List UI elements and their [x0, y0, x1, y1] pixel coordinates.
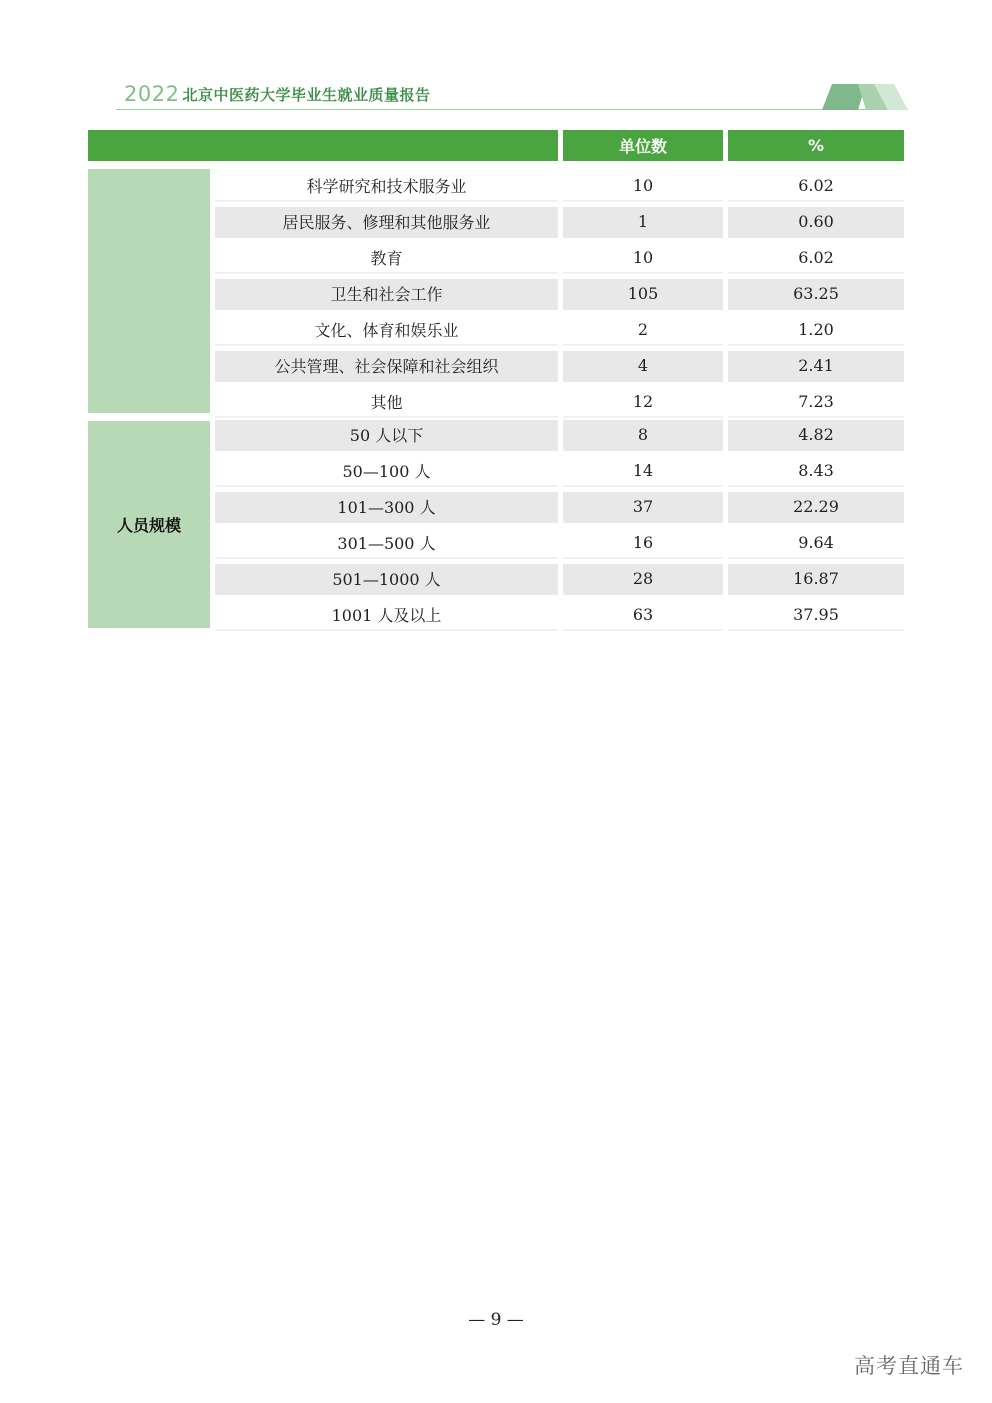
table-row	[88, 241, 904, 277]
row-name: 1001 人及以上	[215, 600, 558, 631]
table-row	[88, 562, 904, 598]
row-percent: 6.02	[728, 243, 904, 274]
row-name: 教育	[215, 243, 558, 274]
table-row	[88, 598, 904, 634]
report-title-text: 北京中医药大学毕业生就业质量报告	[182, 86, 431, 104]
row-name: 居民服务、修理和其他服务业	[215, 207, 558, 238]
row-count: 16	[563, 528, 723, 559]
row-count: 10	[563, 171, 723, 202]
report-title	[124, 82, 430, 106]
row-count: 8	[563, 420, 723, 451]
header-count: 单位数	[563, 130, 723, 161]
row-name: 文化、体育和娱乐业	[215, 315, 558, 346]
row-name: 卫生和社会工作	[215, 279, 558, 310]
row-percent: 7.23	[728, 387, 904, 418]
table-row	[88, 526, 904, 562]
row-name: 50—100 人	[215, 456, 558, 487]
row-count: 37	[563, 492, 723, 523]
header-decoration-icon	[818, 84, 908, 110]
row-name: 101—300 人	[215, 492, 558, 523]
row-percent: 63.25	[728, 279, 904, 310]
table-row	[88, 205, 904, 241]
page-header	[116, 78, 908, 112]
row-percent: 1.20	[728, 315, 904, 346]
header-divider	[116, 109, 908, 110]
row-percent: 0.60	[728, 207, 904, 238]
row-count: 105	[563, 279, 723, 310]
table-section-industry	[88, 169, 904, 413]
row-count: 28	[563, 564, 723, 595]
row-percent: 37.95	[728, 600, 904, 631]
header-percent: %	[728, 130, 904, 161]
row-percent: 8.43	[728, 456, 904, 487]
table-row	[88, 490, 904, 526]
table-header-row	[88, 130, 904, 161]
table-row	[88, 454, 904, 490]
report-year: 2022	[124, 82, 180, 106]
row-count: 14	[563, 456, 723, 487]
row-name: 其他	[215, 387, 558, 418]
table-section-staff-size	[88, 421, 904, 637]
row-name: 501—1000 人	[215, 564, 558, 595]
section-label: 人员规模	[88, 421, 210, 628]
row-count: 10	[563, 243, 723, 274]
table-row	[88, 385, 904, 421]
row-name: 50 人以下	[215, 420, 558, 451]
table-row	[88, 418, 904, 454]
row-count: 12	[563, 387, 723, 418]
row-name: 科学研究和技术服务业	[215, 171, 558, 202]
page-number: — 9 —	[468, 1310, 524, 1330]
row-percent: 16.87	[728, 564, 904, 595]
header-category	[88, 130, 558, 161]
row-percent: 22.29	[728, 492, 904, 523]
statistics-table	[88, 130, 904, 625]
row-count: 63	[563, 600, 723, 631]
table-row	[88, 169, 904, 205]
table-row	[88, 349, 904, 385]
row-percent: 2.41	[728, 351, 904, 382]
row-name: 301—500 人	[215, 528, 558, 559]
row-name: 公共管理、社会保障和社会组织	[215, 351, 558, 382]
watermark: 高考直通车	[854, 1354, 964, 1378]
row-count: 4	[563, 351, 723, 382]
table-row	[88, 313, 904, 349]
table-row	[88, 277, 904, 313]
row-percent: 6.02	[728, 171, 904, 202]
row-percent: 9.64	[728, 528, 904, 559]
row-count: 1	[563, 207, 723, 238]
row-percent: 4.82	[728, 420, 904, 451]
row-count: 2	[563, 315, 723, 346]
